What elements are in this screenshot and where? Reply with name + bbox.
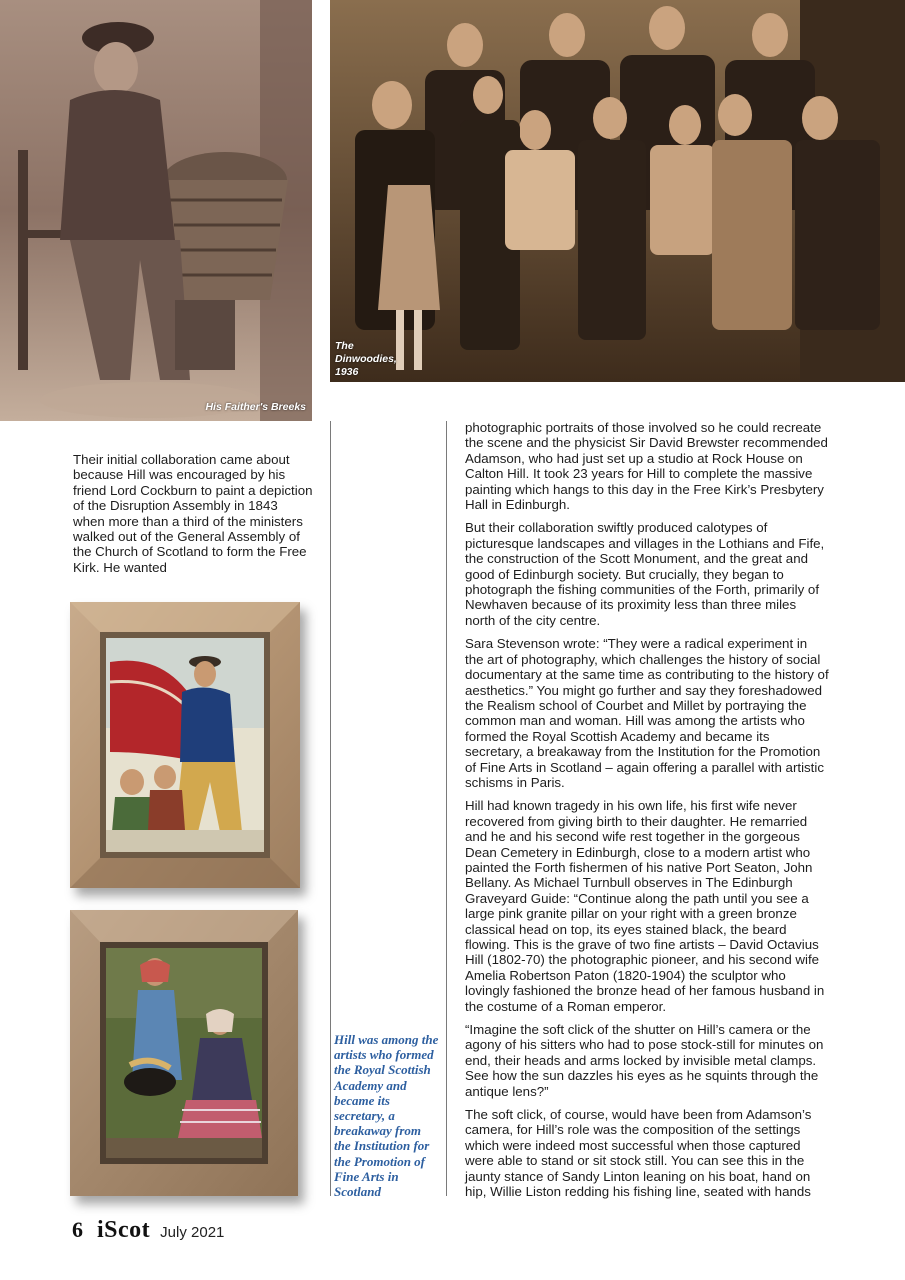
issue-date: July 2021 xyxy=(160,1224,225,1241)
breeks-photo xyxy=(0,0,312,421)
page-number: 6 xyxy=(72,1217,83,1242)
painting-fishwives-frame xyxy=(70,910,298,1196)
family-photo xyxy=(330,0,905,382)
column-rule-left xyxy=(330,421,331,1196)
pull-quote: Hill was among the artists who formed the Royal Scottish Academy and became its secretary, a breakaway from the Institution for the Promotion of Fine Arts in Scotland xyxy=(334,1032,439,1200)
breeks-photo-art xyxy=(0,0,312,421)
family-caption-line2: Dinwoodies, xyxy=(335,353,397,365)
right-paragraph-5: “Imagine the soft click of the shutter on Hill’s camera or the agony of his sitters who had to pose stock-still for minutes on end, their heads and arms locked by invisible metal clamps. See how the sun dazzles his eyes as he squints through the antique lens?” xyxy=(465,1022,824,1099)
painting-fisherman-frame xyxy=(70,602,300,888)
column-rule-right xyxy=(446,421,447,1196)
left-column-text xyxy=(73,452,313,583)
family-caption-line3: 1936 xyxy=(335,366,359,378)
right-paragraph-2: But their collaboration swiftly produced calotypes of picturesque landscapes and villages in the Lothians and Fife, the construction of the Scott Monument, and the great and good of Edinburgh society. But crucially, they began to photograph the fishing communities of the Forth, primarily of Newhaven because of its proximity less than three miles north of the city centre. xyxy=(465,520,825,628)
breeks-caption: His Faither's Breeks xyxy=(205,401,306,413)
left-paragraph: Their initial collaboration came about because Hill was encouraged by his friend Lord Cockburn to paint a depiction of the Disruption Assembly in 1843 when more than a third of the ministers walked out of the General Assembly of the Church of Scotland to form the Free Kirk. He wanted xyxy=(73,452,313,575)
family-caption-line1: The xyxy=(335,340,354,352)
right-paragraph-3: Sara Stevenson wrote: “They were a radical experiment in the art of photography, which challenges the history of social documentary at the same time as contributing to the history of aesthetics.” You might go further and say they foreshadowed the Realism school of Courbet and Millet by portraying the common man and woman. Hill was among the artists who formed the Royal Scottish Academy and became its secretary, a breakaway from the Institution for the Promotion of Fine Arts in Scotland – again offering a parallel with artistic schisms in Paris. xyxy=(465,636,829,790)
right-paragraph-4: Hill had known tragedy in his own life, his first wife never recovered from giving birth to their daughter. He remarried and he and his second wife rest together in the gorgeous Dean Cemetery in Edinburgh, close to a modern artist who painted the Forth fishermen of his native Port Seaton, John Bellany. As Michael Turnbull observes in The Edinburgh Graveyard Guide: “Continue along the path until you see a large pink granite pillar on your right with a green bronze classical head on top, its eyes stained black, the beard flowing. This is the grave of two fine artists – David Octavius Hill (1802-70) the photographic pioneer, and his second wife Amelia Robertson Paton (1820-1904) the sculptor who lovingly fashioned the bronze head of her famous husband in the costume of a Roman emperor. xyxy=(465,798,825,1014)
family-photo-art xyxy=(330,0,905,382)
page-footer xyxy=(72,1217,224,1247)
right-paragraph-6: The soft click, of course, would have been from Adamson’s camera, for Hill’s role was the composition of the settings which were indeed most successful when those captured were able to stand or sit stock still. You can see this in the jaunty stance of Sandy Linton leaning on his boat, hand on hip, Willie Liston redding his fishing line, seated with hands xyxy=(465,1107,812,1200)
painting-fisherman xyxy=(70,602,300,888)
right-paragraph-1: photographic portraits of those involved so he could recreate the scene and the physicist Sir David Brewster recommended Adamson, who had just set up a studio at Rock House on Calton Hill. It took 23 years for Hill to complete the massive painting which hangs to this day in the Free Kirk’s Presbytery Hall in Edinburgh. xyxy=(465,420,828,513)
family-caption xyxy=(335,340,397,379)
painting-fishwives xyxy=(70,910,298,1196)
right-column-text xyxy=(465,420,829,1208)
magazine-name: iScot xyxy=(97,1217,151,1243)
